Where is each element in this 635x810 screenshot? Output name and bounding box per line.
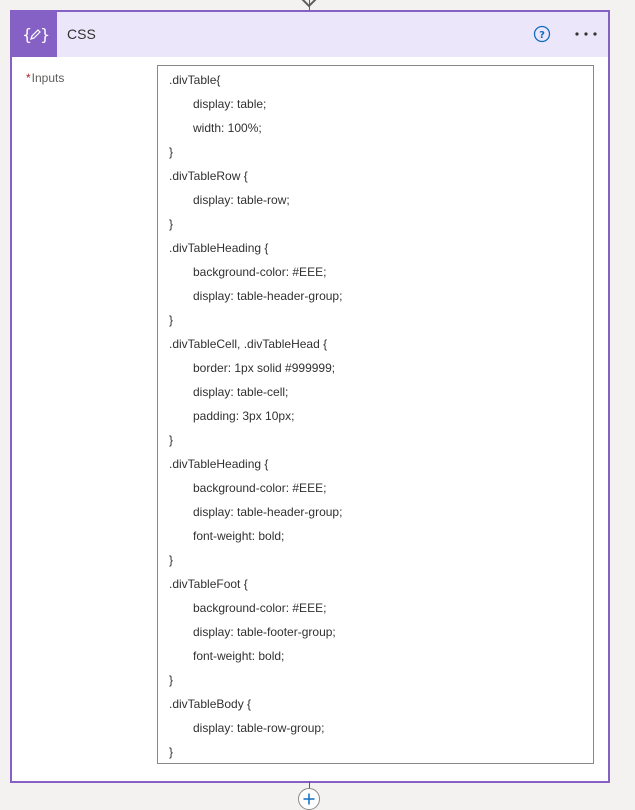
- plus-icon: [302, 792, 316, 806]
- inputs-field[interactable]: [157, 65, 594, 764]
- code-line: .divTableHeading {: [169, 241, 269, 255]
- code-line: .divTableBody {: [169, 697, 252, 711]
- code-line: }: [169, 313, 174, 327]
- compose-icon: [12, 12, 57, 57]
- code-line: display: table-footer-group;: [193, 625, 336, 639]
- add-step-button[interactable]: [298, 788, 320, 810]
- code-line: background-color: #EEE;: [193, 481, 327, 495]
- code-line: width: 100%;: [193, 121, 262, 135]
- code-line: border: 1px solid #999999;: [193, 361, 336, 375]
- code-line: .divTableCell, .divTableHead {: [169, 337, 328, 351]
- code-line: .divTableFoot {: [169, 577, 248, 591]
- code-line: padding: 3px 10px;: [193, 409, 295, 423]
- action-title: CSS: [67, 26, 96, 42]
- action-header[interactable]: [12, 12, 608, 57]
- code-line: .divTableRow {: [169, 169, 248, 183]
- code-line: .divTable{: [169, 73, 221, 87]
- inputs-label-text: Inputs: [31, 71, 65, 85]
- code-line: font-weight: bold;: [193, 529, 285, 543]
- inputs-label: [26, 71, 64, 85]
- code-line: display: table-header-group;: [193, 289, 343, 303]
- code-line: }: [169, 673, 174, 687]
- code-line: display: table-row;: [193, 193, 290, 207]
- code-line: display: table-row-group;: [193, 721, 325, 735]
- code-line: background-color: #EEE;: [193, 265, 327, 279]
- code-line: .divTableHeading {: [169, 457, 269, 471]
- svg-text:?: ?: [539, 30, 545, 41]
- arrow-down-icon: [300, 0, 318, 8]
- svg-text:}: }: [39, 24, 50, 44]
- code-line: }: [169, 433, 174, 447]
- action-card: [10, 10, 610, 783]
- required-marker: *: [26, 71, 31, 85]
- help-circle-icon[interactable]: [532, 24, 552, 44]
- code-line: }: [169, 145, 174, 159]
- code-line: }: [169, 553, 174, 567]
- code-line: }: [169, 217, 174, 231]
- more-options-icon[interactable]: [574, 25, 598, 43]
- code-line: display: table-header-group;: [193, 505, 343, 519]
- code-line: display: table-cell;: [193, 385, 289, 399]
- code-line: display: table;: [193, 97, 267, 111]
- code-line: font-weight: bold;: [193, 649, 285, 663]
- svg-text:{: {: [21, 24, 32, 44]
- code-line: background-color: #EEE;: [193, 601, 327, 615]
- code-line: }: [169, 745, 174, 759]
